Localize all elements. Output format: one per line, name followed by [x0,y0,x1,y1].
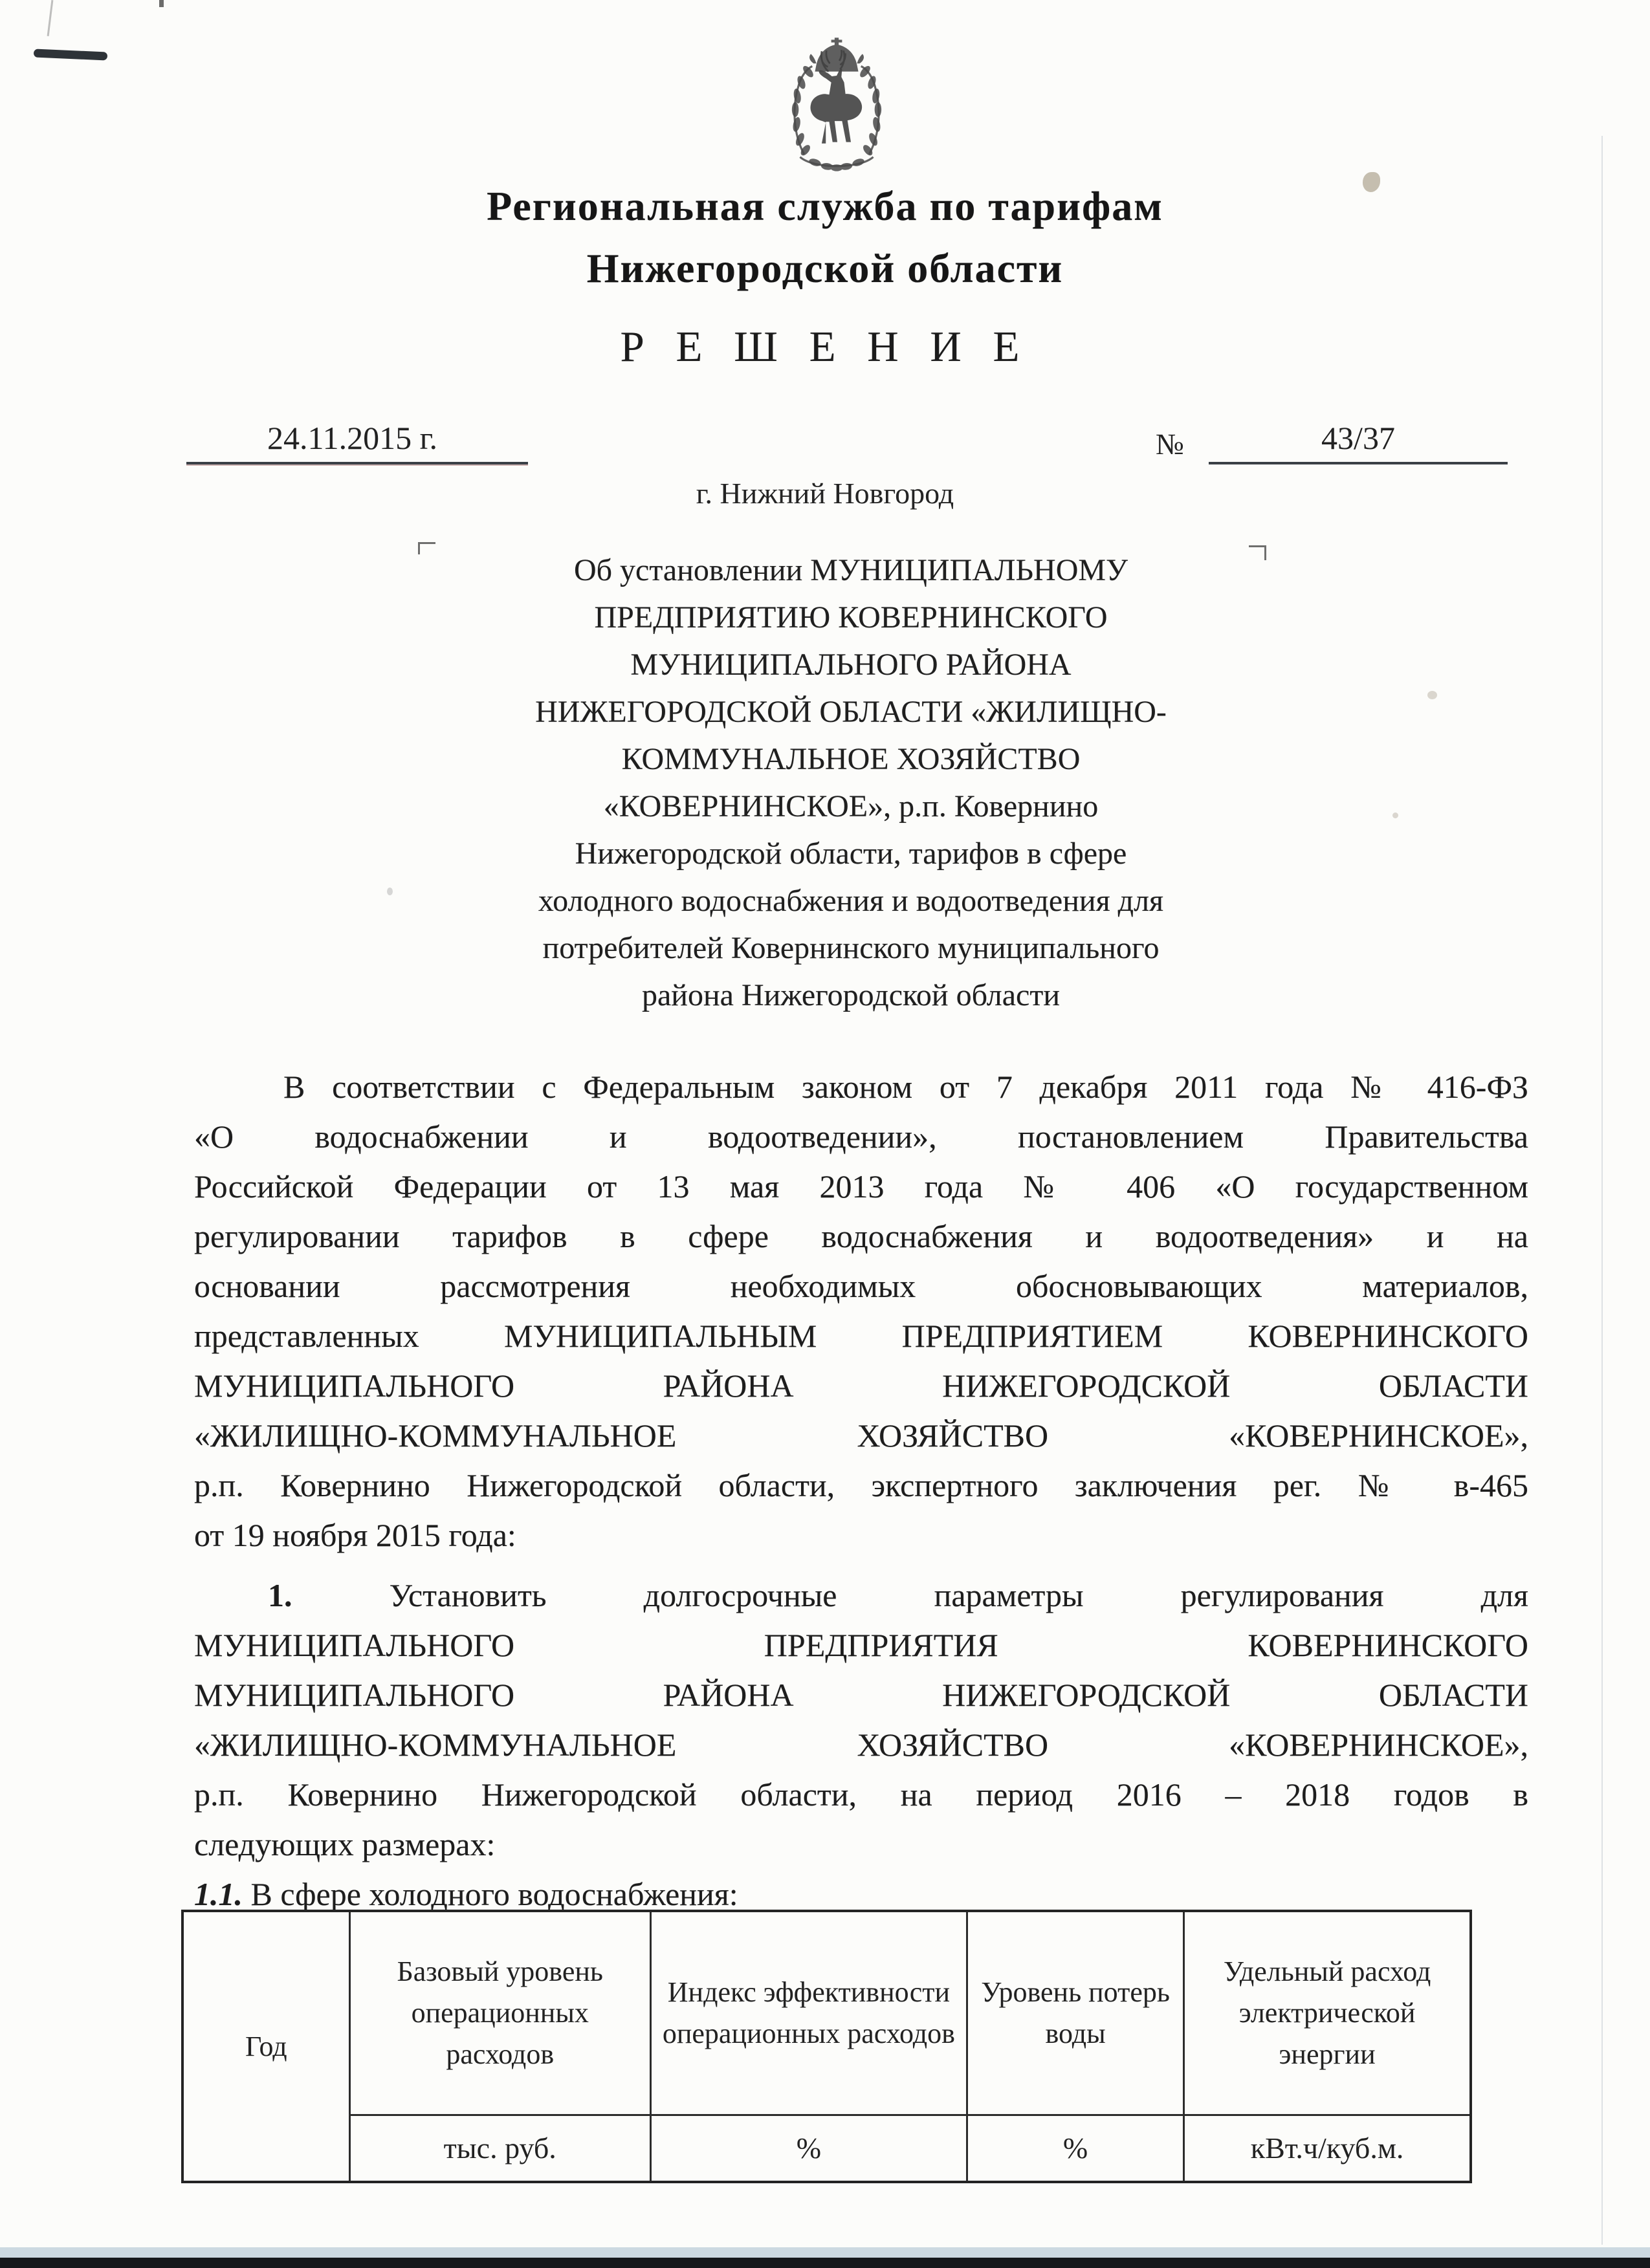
doc-city: г. Нижний Новгород [696,477,954,510]
body-line: р.п. Ковернино Нижегородской области, экспертного заключения рег. № в-465 [194,1467,1528,1503]
body-line: основании рассмотрения необходимых обосновывающих материалов, [194,1268,1528,1304]
org-name-line1: Региональная служба по тарифам [487,183,1163,229]
table-header-electricity: Удельный расход электрической энергии [1184,1911,1471,2115]
number-sign: № [1156,428,1184,461]
body-line: В соответствии с Федеральным законом от 7 декабря 2011 года № 416-ФЗ [283,1069,1528,1105]
table-unit-electricity: кВт.ч/куб.м. [1184,2115,1471,2183]
body-line: р.п. Ковернино Нижегородской области, на период 2016 – 2018 годов в [194,1776,1528,1813]
scan-smudge [1427,691,1437,699]
coat-of-arms-icon [769,34,905,176]
body-line-item-1 [194,1571,1528,1620]
scan-bottom-dark-band [0,2258,1650,2268]
subject-line: ПРЕДПРИЯТИЮ КОВЕРНИНСКОГО [594,600,1108,635]
subject-line: холодного водоснабжения и водоотведения для [538,884,1164,918]
body-line: МУНИЦИПАЛЬНОГО РАЙОНА НИЖЕГОРОДСКОЙ ОБЛАСТИ [194,1368,1528,1404]
body-line: от 19 ноября 2015 года: [194,1517,516,1553]
body-line: регулировании тарифов в сфере водоснабжения и водоотведения» и на [194,1218,1528,1254]
table-units-row [182,2115,1471,2183]
table-unit-water-loss: % [967,2115,1183,2183]
subject-line: КОММУНАЛЬНОЕ ХОЗЯЙСТВО [621,742,1081,776]
body-line: Российской Федерации от 13 мая 2013 года № 406 «О государственном [194,1168,1528,1205]
doc-body [194,1062,1528,1919]
subject-line: Об установлении МУНИЦИПАЛЬНОМУ [573,553,1128,587]
subject-line: района Нижегородской области [641,978,1061,1012]
table-header-efficiency-index: Индекс эффективности операционных расходов [650,1911,967,2115]
parameters-table [181,1910,1472,2183]
doc-date: 24.11.2015 г. [267,420,438,456]
doc-subject [424,547,1278,1019]
scan-smudge [387,888,393,895]
table-unit-opex: тыс. руб. [349,2115,650,2183]
item-text: В сфере холодного водоснабжения: [250,1876,738,1912]
body-line: следующих размерах: [194,1826,496,1862]
scan-speck [159,0,164,7]
table-header-row [182,1911,1471,2115]
body-line: МУНИЦИПАЛЬНОГО ПРЕДПРИЯТИЯ КОВЕРНИНСКОГО [194,1627,1528,1663]
subject-line: НИЖЕГОРОДСКОЙ ОБЛАСТИ «ЖИЛИЩНО- [535,695,1167,729]
table-unit-efficiency: % [650,2115,967,2183]
date-underline [186,462,528,464]
body-line: «ЖИЛИЩНО-КОММУНАЛЬНОЕ ХОЗЯЙСТВО «КОВЕРНИНСКОЕ», [194,1727,1528,1763]
body-line: «О водоснабжении и водоотведении», постановлением Правительства [194,1118,1528,1155]
table-header-year: Год [182,1911,349,2182]
org-name-line2: Нижегородской области [586,245,1064,291]
item-number: 1. [268,1577,292,1613]
table-header-water-loss: Уровень потерь воды [967,1911,1183,2115]
doc-number: 43/37 [1321,420,1395,456]
subject-line: «КОВЕРНИНСКОЕ», р.п. Ковернино [603,789,1099,823]
number-underline [1209,462,1508,464]
subject-line: МУНИЦИПАЛЬНОГО РАЙОНА [630,648,1072,682]
body-line: «ЖИЛИЩНО-КОММУНАЛЬНОЕ ХОЗЯЙСТВО «КОВЕРНИНСКОЕ», [194,1417,1528,1454]
scan-smudge [1392,812,1398,818]
doc-type-title: Р Е Ш Е Н И Е [620,323,1030,371]
item-number: 1.1. [194,1876,243,1912]
body-line: МУНИЦИПАЛЬНОГО РАЙОНА НИЖЕГОРОДСКОЙ ОБЛАСТИ [194,1677,1528,1713]
scan-mark-dash [34,49,107,61]
subject-line: потребителей Ковернинского муниципального [542,931,1160,965]
scan-edge-shadow [1601,136,1603,2245]
scan-mark-hairline [47,0,54,36]
item-text: Установить долгосрочные параметры регулирования для [389,1577,1528,1613]
table-header-base-opex: Базовый уровень операционных расходов [349,1911,650,2115]
body-line: представленных МУНИЦИПАЛЬНЫМ ПРЕДПРИЯТИЕМ КОВЕРНИНСКОГО [194,1318,1528,1354]
subject-line: Нижегородской области, тарифов в сфере [575,836,1127,871]
